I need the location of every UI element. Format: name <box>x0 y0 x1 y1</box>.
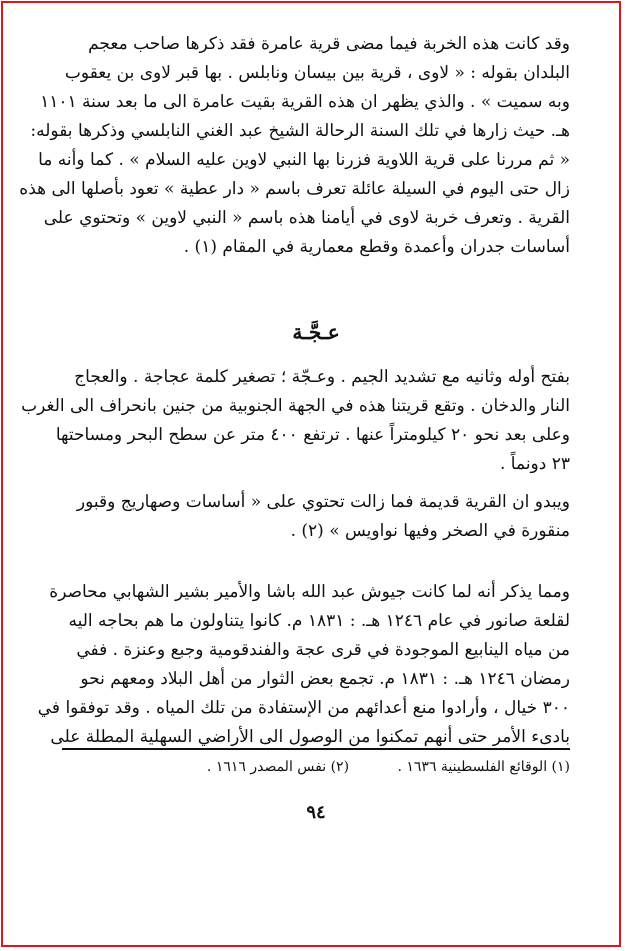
text-line: منقورة في الصخر وفيها نواويس » (٢) . <box>290 521 570 541</box>
footnote-1: (١) الوقائع الفلسطينية ١٦٣٦ . <box>397 759 570 775</box>
text-line: من مياه الينابيع الموجودة في قرى عجة والفندقومية وجبع وعنزة . ففي <box>76 640 570 660</box>
paragraph-lawa-history <box>19 30 570 262</box>
text-line: هـ. حيث زارها في تلك السنة الرحالة الشيخ عبد الغني النابلسي وذكرها بقوله: <box>30 121 570 141</box>
text-line: ٣٠٠ خيال ، وأرادوا منع أعدائهم من الإستفادة من تلك المياه . وقد توفقوا في <box>37 698 570 718</box>
text-line: البلدان بقوله : « لاوى ، قرية بين بيسان ونابلس . بها قبر لاوى بن يعقوب <box>64 63 570 83</box>
text-line: أساسات جدران وأعمدة وقطع معمارية في المقام (١) . <box>183 237 570 257</box>
text-line: بادىء الأمر حتى أنهم تمكنوا من الوصول الى الأراضي السهلية المطلة على <box>50 727 570 747</box>
text-line: وقد كانت هذه الخربة فيما مضى قرية عامرة فقد ذكرها صاحب معجم <box>88 34 570 54</box>
text-line: ومما يذكر أنه لما كانت جيوش عبد الله باشا والأمير بشير الشهابي محاصرة <box>49 582 570 602</box>
text-line: ويبدو ان القرية قديمة فما زالت تحتوي على « أساسات وصهاريج وقبور <box>76 492 570 512</box>
text-line: وعلى بعد نحو ٢٠ كيلومتراً عنها . ترتفع ٤٠٠ متر عن سطح البحر ومساحتها <box>55 425 570 445</box>
text-line: ٢٣ دونماً . <box>500 454 570 474</box>
paragraph-ajja-location <box>21 363 570 479</box>
text-line: « ثم مررنا على قرية اللاوية فزرنا بها النبي لاوين عليه السلام » . كما وأنه ما <box>38 150 570 170</box>
section-title-ajja: عـجَّـة <box>292 320 340 344</box>
text-line: النار والدخان . وتقع قريتنا هذه في الجهة الجنوبية من جنين بانحراف الى الغرب <box>21 396 570 416</box>
paragraph-ajja-siege <box>37 578 570 752</box>
text-line: رمضان ١٢٤٦ هـ. : ١٨٣١ م. تجمع بعض الثوار من أهل البلاد ومعهم نحو <box>80 669 570 689</box>
footnote-2: (٢) نفس المصدر ١٦١٦ . <box>206 759 350 775</box>
paragraph-ajja-antiquity <box>62 488 570 546</box>
footnote-divider <box>62 748 570 750</box>
page-number: ٩٤ <box>306 802 326 823</box>
text-line: وبه سميت » . والذي يظهر ان هذه القرية بقيت عامرة الى ما بعد سنة ١١٠١ <box>40 92 570 112</box>
text-line: بفتح أوله وثانيه مع تشديد الجيم . وعـجّة ؛ تصغير كلمة عجاجة . والعجاج <box>74 367 570 387</box>
text-line: زال حتى اليوم في السيلة عائلة تعرف باسم « دار عطية » تعود بأصلها الى هذه <box>19 179 570 199</box>
footnotes <box>62 756 570 778</box>
text-line: القرية . وتعرف خربة لاوى في أيامنا هذه باسم « النبي لاوين » وتحتوي على <box>43 208 570 228</box>
text-line: لقلعة صانور في عام ١٢٤٦ هـ. : ١٨٣١ م. كانوا يتناولون ما هم بحاجه اليه <box>68 611 570 631</box>
